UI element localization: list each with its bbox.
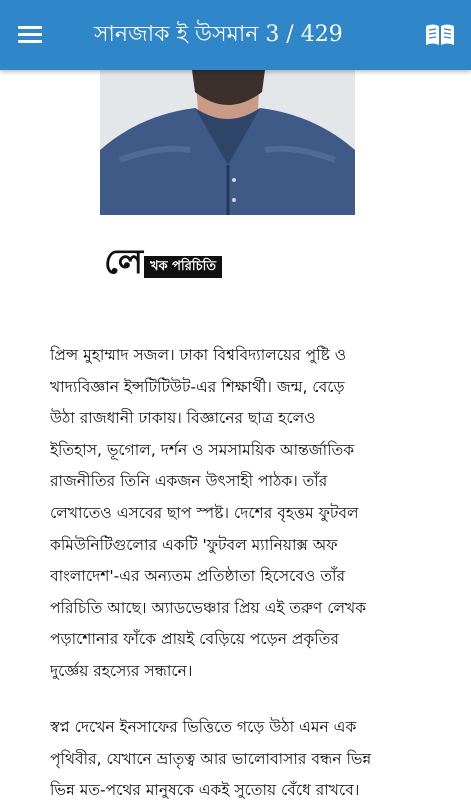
text-line: ভিন্ন মত-পথের মানুষকে একই সুতোয় বেঁধে রাখবে। xyxy=(50,781,360,800)
text-line: ইতিহাস, ভূগোল, দর্শন ও সমসাময়িক আন্তর্জাতিক xyxy=(50,440,355,459)
text-line: উঠা রাজধানী ঢাকায়। বিজ্ঞানের ছাত্র হলেও xyxy=(50,409,316,428)
hamburger-menu-icon[interactable] xyxy=(14,22,48,48)
text-line: পড়াশোনার ফাঁকে প্রায়ই বেড়িয়ে পড়েন প্রকৃতির xyxy=(50,630,339,649)
text-line: দুর্জ্ঞেয় রহস্যের সন্ধানে। xyxy=(50,661,193,680)
text-line: রাজনীতির তিনি একজন উৎসাহী পাঠক। তাঁর xyxy=(50,472,328,491)
author-photo xyxy=(100,70,355,215)
book-icon[interactable] xyxy=(423,20,457,50)
text-line: খাদ্যবিজ্ঞান ইন্সটিটিউট-এর শিক্ষার্থী। জন্ম, বেড়ে xyxy=(50,377,345,396)
heading-prefix: লে xyxy=(104,242,144,282)
author-bio-paragraph xyxy=(50,340,406,688)
author-dream-paragraph xyxy=(50,712,406,800)
text-line: লেখাতেও এসবের ছাপ স্পষ্ট। দেশের বৃহত্তম ফুটবল xyxy=(50,503,359,522)
heading-label: খক পরিচিতি xyxy=(144,256,222,278)
text-line: বাংলাদেশ'-এর অন্যতম প্রতিষ্ঠাতা হিসেবেও তাঁর xyxy=(50,567,345,586)
page-content[interactable] xyxy=(0,70,471,800)
page-title: সানজাক ই উসমান 3 / 429 xyxy=(94,22,343,47)
text-line: প্রিন্স মুহাম্মাদ সজল। ঢাকা বিশ্ববিদ্যালয়ের পুষ্টি ও xyxy=(50,346,347,364)
text-line: পৃথিবীর, যেখানে ভ্রাতৃত্ব আর ভালোবাসার বন্ধন ভিন্ন xyxy=(50,749,372,768)
author-intro-heading xyxy=(104,240,264,290)
text-line: পরিচিতি আছে। অ্যাডভেঞ্চার প্রিয় এই তরুণ লেখক xyxy=(50,598,367,617)
text-line: কমিউনিটিগুলোর একটি 'ফুটবল ম্যানিয়াক্স অফ xyxy=(50,535,338,554)
text-line: স্বপ্ন দেখেন ইনসাফের ভিত্তিতে গড়ে উঠা এমন এক xyxy=(50,718,357,736)
app-bar xyxy=(0,0,471,70)
